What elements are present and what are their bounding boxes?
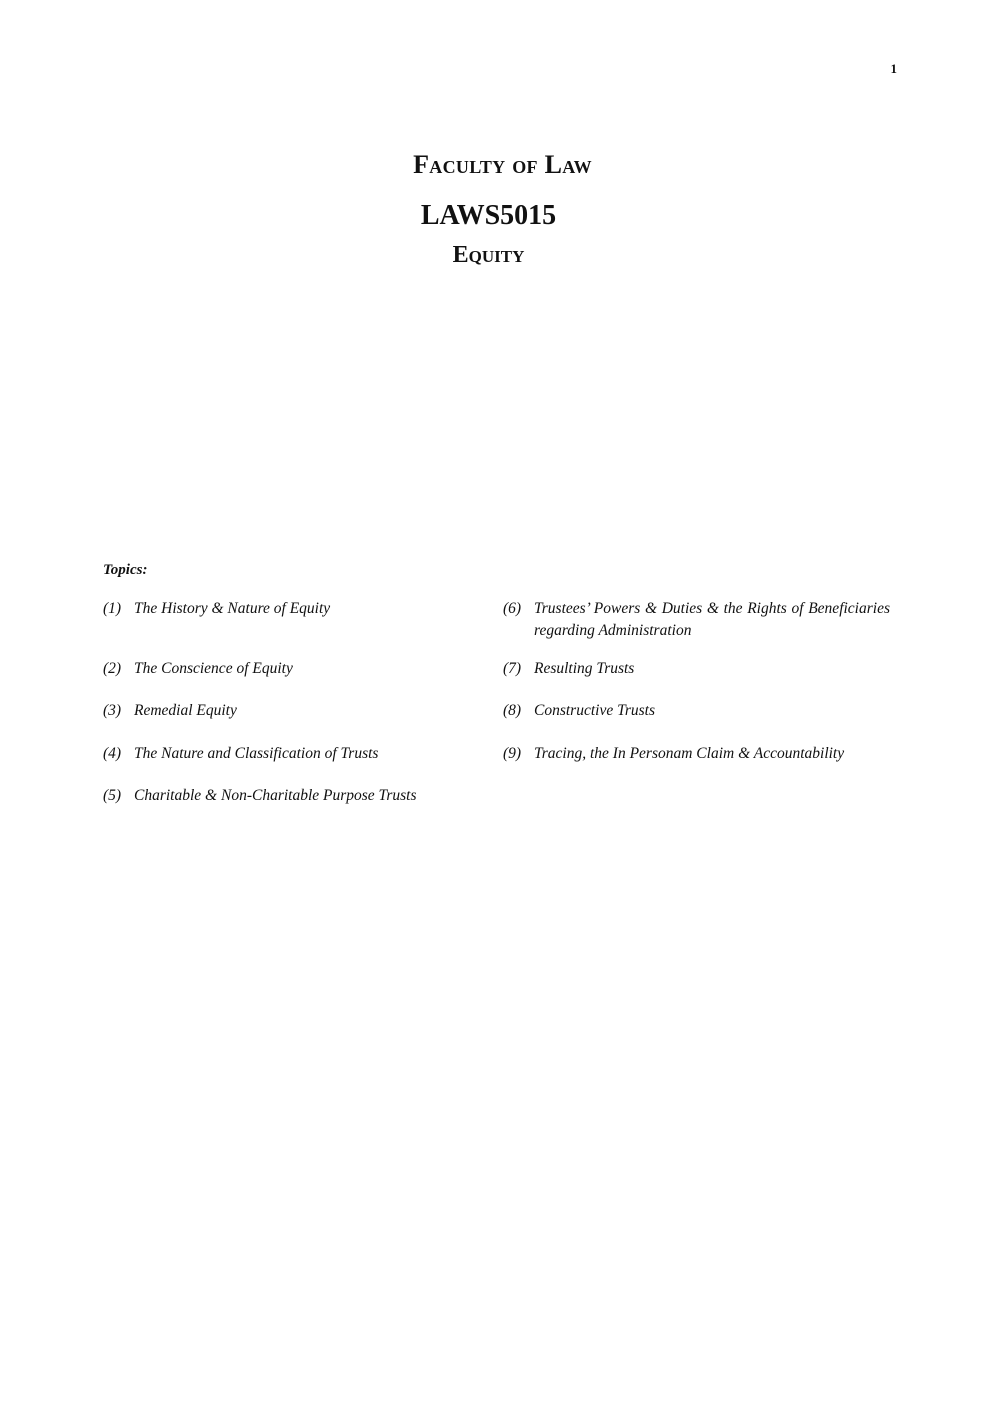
topic-text: Trustees’ Powers & Duties & the Rights of Beneficiaries regarding Administration (534, 600, 890, 639)
title-block (0, 150, 991, 269)
topic-text: The Nature and Classification of Trusts (134, 745, 379, 762)
topic-text: Remedial Equity (134, 702, 237, 719)
topic-item-6 (503, 598, 890, 642)
topic-number: (3) (103, 702, 122, 719)
course-code: LAWS5015 (420, 200, 557, 231)
topic-number: (2) (103, 660, 122, 677)
topic-item-1 (103, 598, 473, 620)
topic-item-5 (103, 785, 473, 807)
page-number: 1 (890, 61, 897, 76)
topic-item-4 (103, 743, 473, 765)
course-subject: Equity (452, 242, 525, 268)
topic-number: (5) (103, 787, 122, 804)
topic-item-2 (103, 658, 473, 680)
topic-number: (1) (103, 600, 122, 617)
topic-text: Constructive Trusts (534, 702, 656, 719)
topic-item-7 (503, 658, 890, 680)
topics-heading: Topics: (103, 562, 148, 578)
topic-item-3 (103, 700, 473, 722)
topic-number: (4) (103, 745, 122, 762)
topic-text: Charitable & Non-Charitable Purpose Trusts (134, 787, 417, 804)
topic-number: (9) (503, 745, 522, 762)
topic-text: Tracing, the In Personam Claim & Accountability (534, 745, 845, 762)
topic-item-8 (503, 700, 890, 722)
topic-text: Resulting Trusts (534, 660, 635, 677)
faculty-title: Faculty of Law (413, 150, 592, 179)
topic-number: (7) (503, 660, 522, 677)
topic-number: (8) (503, 702, 522, 719)
topic-text: The Conscience of Equity (134, 660, 293, 677)
topic-number: (6) (503, 600, 522, 617)
topic-item-9 (503, 743, 890, 765)
topic-text: The History & Nature of Equity (134, 600, 331, 617)
